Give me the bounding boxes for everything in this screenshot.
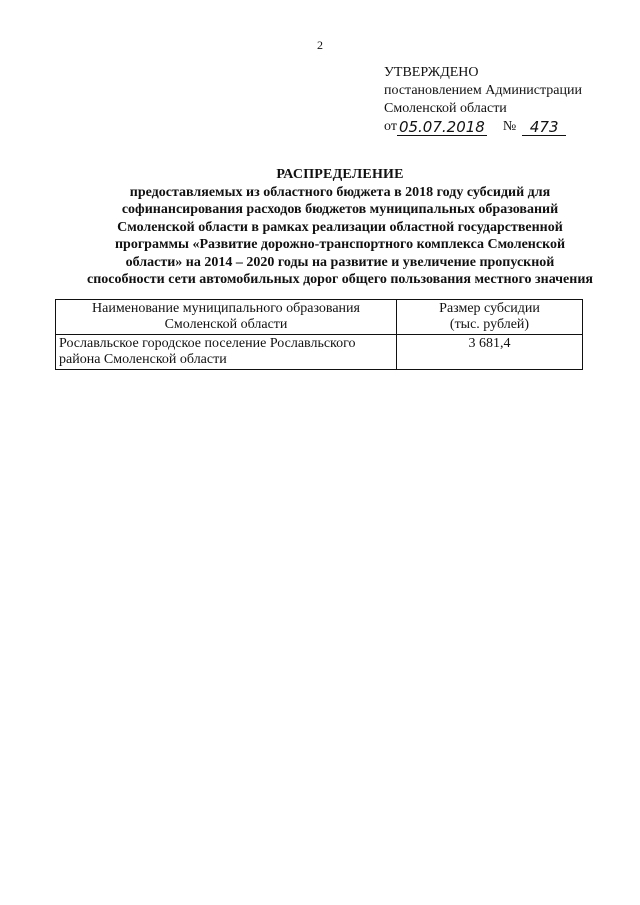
subsidy-table — [55, 299, 583, 370]
header-amount-cell — [397, 300, 583, 335]
approval-line-2: Смоленской области — [384, 101, 507, 116]
row-name-line-1: Рославльское городское поселение Рославльского — [59, 336, 356, 351]
document-heading — [50, 166, 630, 289]
heading-line-1: предоставляемых из областного бюджета в 2018 году субсидий для — [129, 184, 551, 200]
heading-line-3: Смоленской области в рамках реализации областной государственной — [117, 219, 563, 235]
header-name-cell — [56, 300, 397, 335]
heading-line-5: области» на 2014 – 2020 годы на развитие и увеличение пропускной — [125, 254, 555, 270]
handwritten-number: 473 — [522, 119, 566, 136]
row-name-line-2: района Смоленской области — [59, 352, 227, 367]
header-amount-line-2: (тыс. рублей) — [449, 317, 530, 332]
row-name-cell — [56, 335, 397, 370]
heading-line-4: программы «Развитие дорожно-транспортного комплекса Смоленской — [114, 237, 566, 252]
handwritten-date: 05.07.2018 — [398, 118, 485, 136]
number-label: № — [502, 119, 517, 134]
header-name-line-2: Смоленской области — [164, 317, 288, 332]
document-title: РАСПРЕДЕЛЕНИЕ — [276, 167, 404, 182]
approval-block — [384, 64, 582, 136]
approval-title: УТВЕРЖДЕНО — [384, 65, 479, 80]
approval-date-line — [384, 118, 582, 136]
row-amount-cell: 3 681,4 — [397, 335, 583, 370]
table-header-row — [56, 300, 583, 335]
heading-line-6: способности сети автомобильных дорог общего пользования местного значения — [87, 272, 593, 287]
page-number: 2 — [317, 38, 323, 52]
approval-line-1: постановлением Администрации — [384, 83, 582, 98]
header-amount-line-1: Размер субсидии — [439, 301, 540, 316]
date-prefix: от — [384, 119, 397, 134]
header-name-line-1: Наименование муниципального образования — [92, 301, 360, 316]
table-row — [56, 335, 583, 370]
heading-line-2: софинансирования расходов бюджетов муниципальных образований — [121, 202, 559, 217]
